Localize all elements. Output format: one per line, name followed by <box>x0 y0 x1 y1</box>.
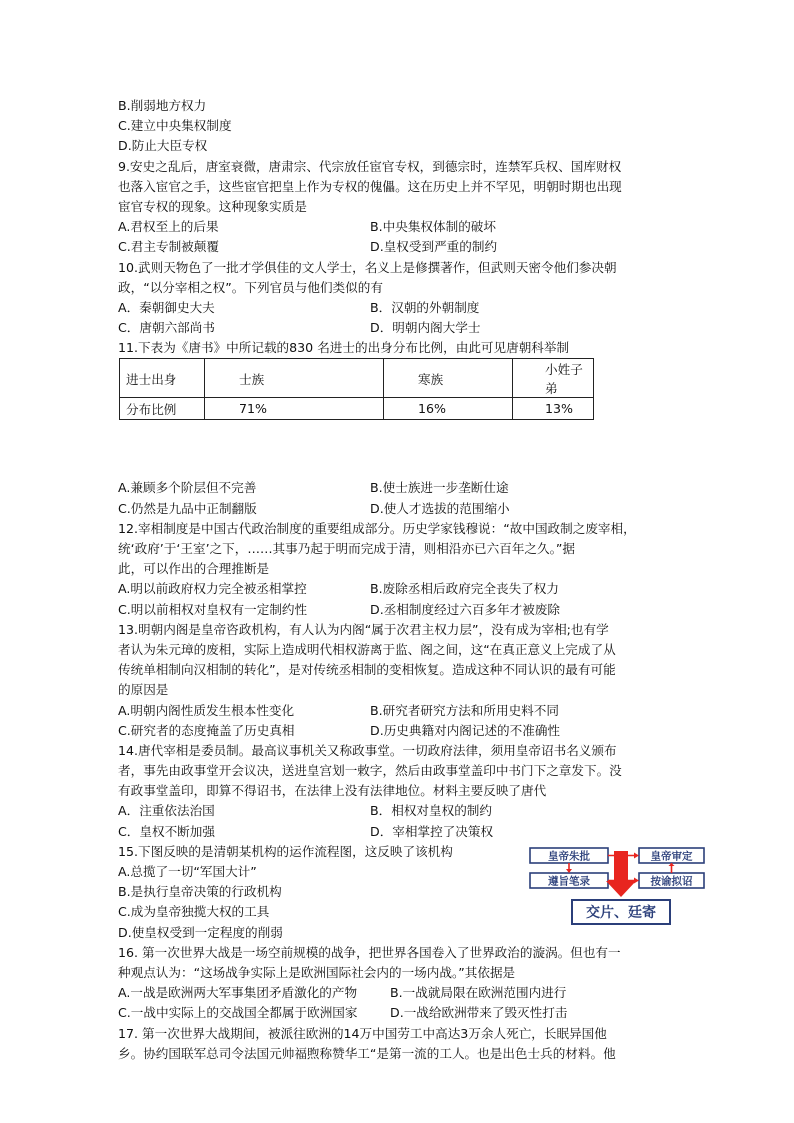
q14-stem: 有政事堂盖印，即算不得诏书，在法律上没有法律地位。材料主要反映了唐代 <box>118 783 547 799</box>
q9-option-c: C.君主专制被颠覆 <box>118 239 219 255</box>
q11-options-row <box>118 499 708 519</box>
q12-stem: 此，可以作出的合理推断是 <box>118 561 270 577</box>
jinshi-distribution-table <box>119 358 594 420</box>
q15-block <box>118 842 708 943</box>
q13-options-row <box>118 701 708 721</box>
table-cell: 寒族 <box>384 359 513 398</box>
flow-box-dispatch-label: 交片、廷寄 <box>586 904 656 921</box>
q13-stem: 的原因是 <box>118 682 169 698</box>
q10-option-a: A．秦朝御史大夫 <box>118 299 215 315</box>
q16-stem: 16. 第一次世界大战是一场空前规模的战争，把世界各国卷入了世界政治的漩涡。但也有一 <box>118 944 621 960</box>
q12-option-c: C.明以前相权对皇权有一定制约性 <box>118 601 308 617</box>
option-line: C.建立中央集权制度 <box>118 118 232 134</box>
q15-stem: 15.下图反映的是清朝某机构的运作流程图，这反映了该机构 <box>118 843 453 859</box>
q12-option-b: B.废除丞相后政府完全丧失了权力 <box>370 581 559 597</box>
q14-option-d: D．宰相掌控了决策权 <box>370 823 494 839</box>
q10-stem: 政，“以分宰相之权”。下列官员与他们类似的有 <box>118 279 383 295</box>
q11-option-c: C.仍然是九品中正制翻版 <box>118 500 257 516</box>
table-row <box>120 398 594 420</box>
q13-stem: 13.明朝内阁是皇帝咨政机构，有人认为内阁“属于次君主权力层”，没有成为宰相;也有学 <box>118 621 609 637</box>
q10-stem: 10.武则天物色了一批才学俱佳的文人学士，名义上是修撰著作，但武则天密令他们参决朝 <box>118 259 617 275</box>
q14-options-row <box>118 822 708 842</box>
q14-stem: 14.唐代宰相是委员制。最高议事机关又称政事堂。一切政府法律，须用皇帝诏书名义颁布 <box>118 742 617 758</box>
q16-option-d: D.一战给欧洲带来了毁灭性打击 <box>390 1005 568 1021</box>
q12-options-row <box>118 600 708 620</box>
flow-box-emperor-review-label: 皇帝审定 <box>650 850 693 863</box>
flow-box-emperor-approval-label: 皇帝朱批 <box>548 850 590 863</box>
table-cell: 分布比例 <box>120 398 205 420</box>
q14-stem: 者，事先由政事堂开会议决，送进皇宫划一敕字，然后由政事堂盖印中书门下之章发下。没 <box>118 763 622 779</box>
q11-option-a: A.兼顾多个阶层但不完善 <box>118 480 257 496</box>
flow-box-record-label: 遵旨笔录 <box>548 875 590 888</box>
q17-stem: 乡。协约国联军总司令法国元帅福煦称赞华工“是第一流的工人。也是出色士兵的材料。他 <box>118 1045 616 1061</box>
q10-option-b: B．汉朝的外朝制度 <box>370 299 480 315</box>
q12-stem: 统‘政府’于‘王室’之下，……其事乃起于明而完成于清，则相沿亦已六百年之久。”据 <box>118 541 576 556</box>
q9-stem: 也落入宦官之手，这些宦官把皇上作为专权的傀儡。这在历史上并不罕见，明朝时期也出现 <box>118 178 622 194</box>
q15-option-b: B.是执行皇帝决策的行政机构 <box>118 884 282 900</box>
table-cell: 16% <box>384 398 513 420</box>
q11-option-b: B.使士族进一步垄断仕途 <box>370 480 509 496</box>
qing-flow-diagram <box>528 845 706 927</box>
q9-options-row <box>118 217 708 237</box>
q10-options-row <box>118 318 708 338</box>
q13-options-row <box>118 721 708 741</box>
q12-option-a: A.明以前政府权力完全被丞相掌控 <box>118 581 307 597</box>
q9-stem: 宦官专权的现象。这种现象实质是 <box>118 198 307 214</box>
q13-option-c: C.研究者的态度掩盖了历史真相 <box>118 722 295 738</box>
q16-options-row <box>118 983 708 1003</box>
q12-option-d: D.丞相制度经过六百多年才被废除 <box>370 601 561 617</box>
q11-option-d: D.使人才选拔的范围缩小 <box>370 500 510 516</box>
q13-option-b: B.研究者研究方法和所用史料不同 <box>370 702 559 718</box>
q17-stem: 17. 第一次世界大战期间，被派往欧洲的14万中国劳工中高达3万余人死亡，长眠异国他 <box>118 1025 607 1041</box>
table-cell: 士族 <box>205 359 384 398</box>
q13-option-d: D.历史典籍对内阁记述的不准确性 <box>370 722 561 738</box>
q12-options-row <box>118 579 708 599</box>
q16-stem: 种观点认为：“这场战争实际上是欧洲国际社会内的一场内战。”其依据是 <box>118 964 516 980</box>
q15-option-c: C.成为皇帝独揽大权的工具 <box>118 904 270 920</box>
q10-options-row <box>118 298 708 318</box>
option-line: B.削弱地方权力 <box>118 98 207 113</box>
q14-option-a: A．注重依法治国 <box>118 803 215 819</box>
q9-options-row <box>118 237 708 257</box>
q13-stem: 传统单相制向汉相制的转化”，是对传统丞相制的变相恢复。造成这种不同认识的最有可能 <box>118 662 616 678</box>
q9-stem: 9.安史之乱后，唐室衰微，唐肃宗、代宗放任宦官专权，到德宗时，连禁军兵权、国库财权 <box>118 158 622 174</box>
q13-option-a: A.明朝内阁性质发生根本性变化 <box>118 702 295 718</box>
q16-option-b: B.一战就局限在欧洲范围内进行 <box>390 985 567 1001</box>
q9-option-d: D.皇权受到严重的制约 <box>370 239 498 255</box>
table-cell: 13% <box>513 398 594 420</box>
table-cell: 进士出身 <box>120 359 205 398</box>
q16-options-row <box>118 1003 708 1023</box>
flow-big-down-arrow <box>606 851 636 897</box>
q16-option-c: C.一战中实际上的交战国全都属于欧洲国家 <box>118 1005 358 1021</box>
flow-box-draft-edict-label: 按谕拟诏 <box>650 875 693 888</box>
q14-options-row <box>118 801 708 821</box>
q11-options-row <box>118 478 708 498</box>
q9-option-b: B.中央集权体制的破坏 <box>370 219 496 235</box>
blank-space <box>118 420 708 478</box>
exam-page <box>118 96 708 1064</box>
table-cell: 71% <box>205 398 384 420</box>
q13-stem: 者认为朱元璋的废相，实际上造成明代相权游离于监、阁之间，这“在真正意义上完成了从 <box>118 641 616 657</box>
q14-option-b: B．相权对皇权的制约 <box>370 803 492 819</box>
q16-option-a: A.一战是欧洲两大军事集团矛盾激化的产物 <box>118 985 358 1001</box>
q15-option-d: D.使皇权受到一定程度的削弱 <box>118 924 283 940</box>
q10-option-c: C．唐朝六部尚书 <box>118 320 215 336</box>
q12-stem: 12.宰相制度是中国古代政治制度的重要组成部分。历史学家钱穆说：“故中国政制之废宰相， <box>118 520 636 536</box>
q11-stem: 11.下表为《唐书》中所记载的830 名进士的出身分布比例，由此可见唐朝科举制 <box>118 340 570 356</box>
option-line: D.防止大臣专权 <box>118 138 208 154</box>
table-header-row <box>120 359 594 398</box>
q15-option-a: A.总揽了一切“军国大计” <box>118 864 257 879</box>
q9-option-a: A.君权至上的后果 <box>118 219 219 235</box>
q10-option-d: D．明朝内阁大学士 <box>370 320 481 336</box>
q14-option-c: C．皇权不断加强 <box>118 823 215 839</box>
table-cell: 小姓子弟 <box>513 359 594 398</box>
